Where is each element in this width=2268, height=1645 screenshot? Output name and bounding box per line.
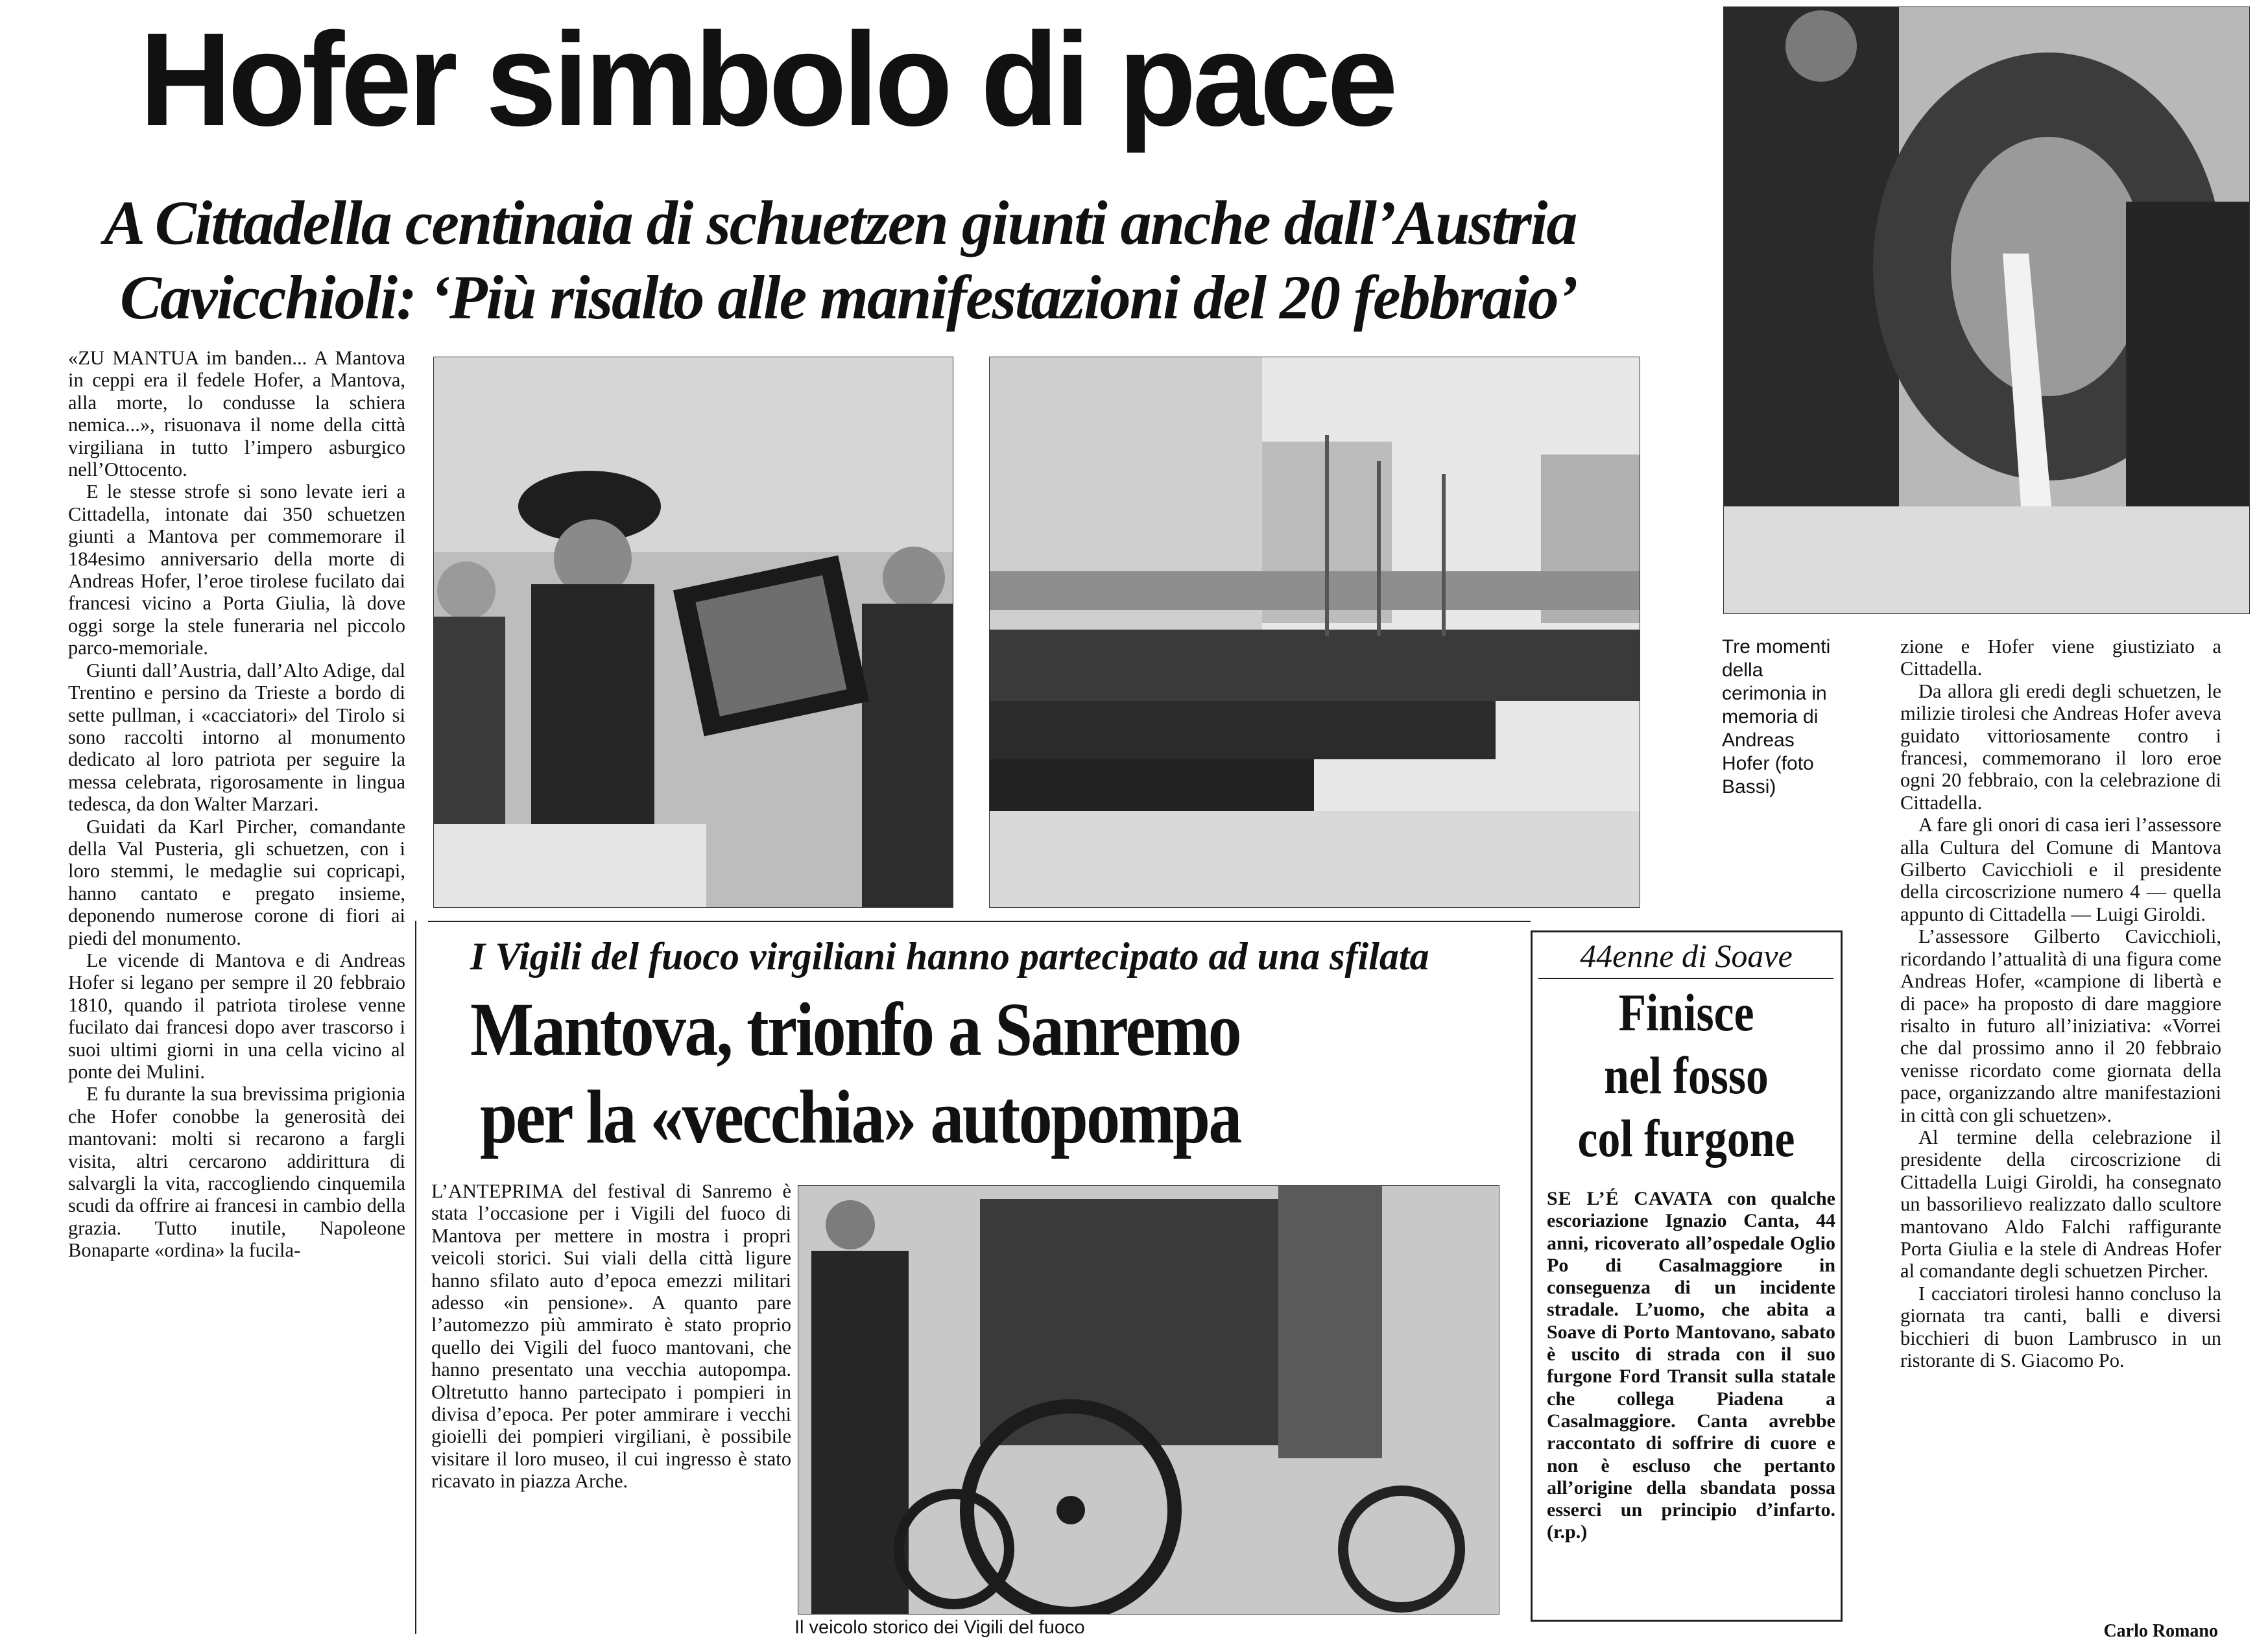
photo-ceremony-gift [433,357,953,908]
article-paragraph: Guidati da Karl Pircher, comandante della Val Pusteria, gli schuetzen, con i loro stemmi, le medaglie sui copricapi, hanno cantato e pregato insieme, deponendo numerose corone di fiori ai piedi del monumento. [68,815,405,949]
article2-headline-line-2: per la «vecchia» autopompa [480,1074,1241,1159]
article2-kicker: I Vigili del fuoco virgiliani hanno partecipato ad una sfilata [470,935,1429,978]
article2-body [431,1180,791,1493]
article-paragraph: «ZU MANTUA im banden... A Mantova in ceppi era il fedele Hofer, a Mantova, alla morte, lo condusse la schiera nemica...», risuonava il nome della città virgiliana in tutto l’impero asburgico nell’Ottocento. [68,347,405,481]
article-paragraph: L’assessore Gilberto Cavicchioli, ricordando l’attualità di una figura come Andreas Hofer, «campione di libertà e di pace» ha proposto di dare maggiore risalto in futuro all’iniziativa: «Vorrei che dal prossimo anno il 20 febbraio venisse ricordato come giornata della pace, organizzando altre manifestazioni in città con gli schuetzen». [1900,925,2221,1126]
deck-line-2: Cavicchioli: ‘Più risalto alle manifestazioni del 20 febbraio’ [120,263,1577,332]
article3-lead: SE L’É CAVATA [1547,1188,1713,1209]
article3-headline-line-3: col furgone [1577,1109,1795,1168]
article3-kicker: 44enne di Soave [1580,938,1793,974]
article-paragraph: E fu durante la sua brevissima prigionia che Hofer conobbe la generosità dei mantovani: molti si recarono a fargli visita, altri cercarono addirittura di salvargli la vita, raccogliendo cinquemila scudi da offrire ai francesi in cambio della grazia. Tutto inutile, Napoleone Bonaparte «ordina» la fucila- [68,1083,405,1262]
article3-body [1547,1188,1835,1544]
article-paragraph: Da allora gli eredi degli schuetzen, le milizie tirolesi che Andreas Hofer aveva guidato vittoriosamente contro i francesi, commemorano il loro eroe ogni 20 febbraio, con la celebrazione di Cittadella. [1900,680,2221,814]
article-paragraph: A fare gli onori di casa ieri l’assessore alla Cultura del Comune di Mantova Gilberto Cavicchioli e il presidente della circoscrizione numero 4 — quella appunto di Cittadella — Luigi Giroldi. [1900,814,2221,925]
photo-wreath [1723,6,2250,614]
article3-headline-line-2: nel fosso [1604,1046,1769,1105]
article2-headline-line-1: Mantova, trionfo a Sanremo [470,987,1240,1072]
main-headline: Hofer simbolo di pace [139,5,1394,154]
article-paragraph: zione e Hofer viene giustiziato a Cittadella. [1900,635,2221,680]
article-left-column [68,347,405,1262]
box-rule [1538,978,1833,979]
column-rule [415,921,416,1634]
article-paragraph: L’ANTEPRIMA del festival di Sanremo è stata l’occasione per i Vigili del fuoco di Mantova per mettere in mostra i propri veicoli storici. Sui viali della città ligure hanno sfilato auto d’epoca emezzi militari adesso «in pensione». A quanto pare l’automezzo più ammirato è stato proprio quello dei Vigili del fuoco mantovani, che hanno presentato una vecchia autopompa. Oltretutto hanno partecipato i pompieri in divisa d’epoca. Per poter ammirare i vecchi gioielli dei pompieri virgiliani, è possibile visitare il loro museo, il cui ingresso è stato ricavato in piazza Arche. [431,1180,791,1493]
photo-parade [989,357,1640,908]
article-paragraph: I cacciatori tirolesi hanno concluso la giornata tra canti, balli e diversi bicchieri di buon Lambrusco in un ristorante di S. Giacomo Po. [1900,1282,2221,1371]
deck-line-1: A Cittadella centinaia di schuetzen giunti anche dall’Austria [104,188,1577,257]
section-rule [428,921,1531,922]
photo-caption-right: Tre momenti della cerimonia in memoria di Andreas Hofer (foto Bassi) [1722,636,1831,798]
article-paragraph: Le vicende di Mantova e di Andreas Hofer si legano per sempre il 20 febbraio 1810, quando il patriota tirolese venne fucilato dai francesi dopo aver trascorso i suoi ultimi giorni in una cella vicino al ponte dei Mulini. [68,949,405,1083]
article-paragraph: E le stesse strofe si sono levate ieri a Cittadella, intonate dai 350 schuetzen giunti a Mantova per commemorare il 184esimo anniversario della morte di Andreas Hofer, l’eroe tirolese fucilato dai francesi vicino a Porta Giulia, là dove oggi sorge la stele funeraria nel piccolo parco-memoriale. [68,480,405,659]
byline: Carlo Romano [2103,1621,2218,1641]
article-right-column [1900,635,2221,1371]
photo-fire-engine [798,1185,1499,1615]
article3-text: con qualche escoriazione Ignazio Canta, 44 anni, ricoverato all’ospedale Oglio Po di Casalmaggiore in conseguenza di un incidente stradale. L’uomo, che abita a Soave di Porto Mantovano, sabato è uscito di strada con il suo furgone Ford Transit sulla statale che collega Piadena a Casalmaggiore. Canta avrebbe raccontato di soffrire di cuore e non è escluso che pertanto all’origine della sbandata possa esserci un principio d’infarto. (r.p.) [1547,1188,1835,1543]
article-paragraph: Giunti dall’Austria, dall’Alto Adige, dal Trentino e persino da Trieste a bordo di sette pullman, i «cacciatori» del Tirolo si sono raccolti intorno al monumento dedicato al loro patriota per seguire la messa celebrata, rigorosamente in lingua tedesca, da don Walter Marzari. [68,659,405,816]
article3-headline-line-1: Finisce [1618,983,1754,1042]
article-paragraph: Al termine della celebrazione il presidente della circoscrizione di Cittadella Luigi Giroldi, ha consegnato un bassorilievo realizzato dallo scultore mantovano Aldo Falchi raffigurante Porta Giulia e la stele di Andreas Hofer al comandante degli schuetzen Pircher. [1900,1126,2221,1283]
photo-caption-fire-engine: Il veicolo storico dei Vigili del fuoco [794,1617,1085,1638]
